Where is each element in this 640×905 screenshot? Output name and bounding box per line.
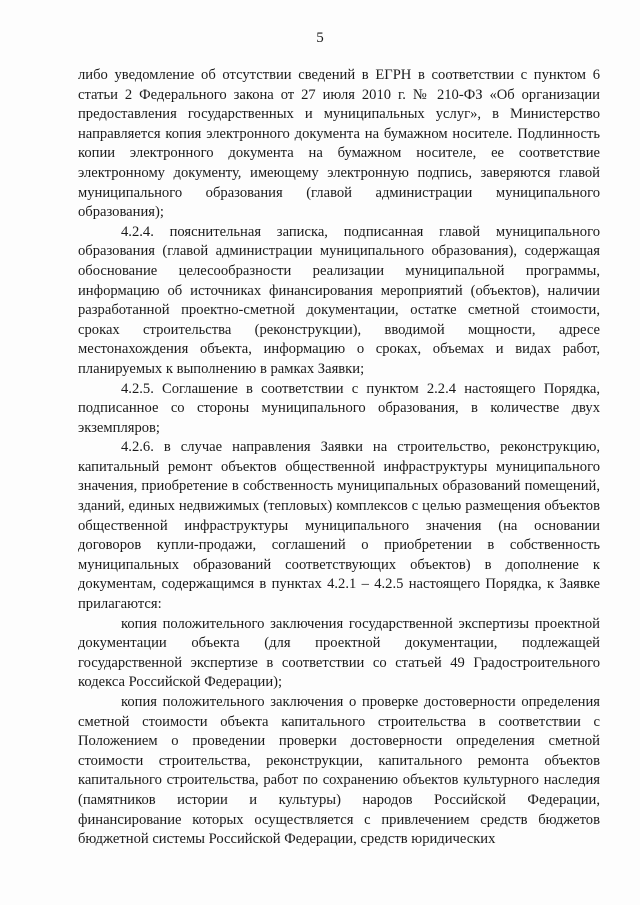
paragraph-4-2-4: 4.2.4. пояснительная записка, подписанная главой муниципального образования (главой администрации муниципального образования), содержащая обоснование целесообразности реализации муниципальной программы, информацию об источниках финансирования мероприятий (объектов), наличии разработанной проектно-сметной документации, остатке сметной стоимости, сроках строительства (реконструкции), вводимой мощности, адресе местонахождения объекта, информацию о сроках, объемах и видах работ, планируемых к выполнению в рамках Заявки; <box>78 223 600 377</box>
paragraph-continuation: либо уведомление об отсутствии сведений в ЕГРН в соответствии с пунктом 6 статьи 2 Федерального закона от 27 июля 2010 г. № 210-ФЗ «Об организации предоставления государственных и муниципальных услуг», в Министерство направляется копия электронного документа на бумажном носителе. Подлинность копии электронного документа на бумажном носителе, ее соответствие электронному документу, имеющему электронную подпись, заверяются главой муниципального образования (главой администрации муниципального образования); <box>78 67 600 221</box>
paragraph-4-2-5: 4.2.5. Соглашение в соответствии с пунктом 2.2.4 настоящего Порядка, подписанное со стороны муниципального образования, в количестве двух экземпляров; <box>78 380 600 436</box>
paragraph-4-2-6: 4.2.6. в случае направления Заявки на строительство, реконструкцию, капитальный ремонт объектов общественной инфраструктуры муниципального значения, приобретение в собственность муниципальных образований помещений, зданий, единых недвижимых (тепловых) комплексов с целью размещения объектов общественной инфраструктуры муниципального значения (на основании договоров купли-продажи, соглашений о приобретении в собственность муниципальных образований соответствующих объектов) в дополнение к документам, содержащимся в пунктах 4.2.1 – 4.2.5 настоящего Порядка, к Заявке прилагаются: <box>78 439 600 613</box>
page-number: 5 <box>316 30 324 46</box>
paragraph-expertise-copy: копия положительного заключения государственной экспертизы проектной документации объекта (для проектной документации, подлежащей государственной экспертизе в соответствии со статьей 49 Градостроительного кодекса Российской Федерации); <box>78 615 600 691</box>
paragraph-estimate-copy: копия положительного заключения о проверке достоверности определения сметной стоимости объекта капитального строительства в соответствии с Положением о проведении проверки достоверности определения сметной стоимости строительства, реконструкции, капитального ремонта объектов капитального строительства, работ по сохранению объектов культурного наследия (памятников истории и культуры) народов Российской Федерации, финансирование которых осуществляется с привлечением средств бюджетов бюджетной системы Российской Федерации, средств юридических <box>78 694 600 848</box>
document-body <box>78 66 600 850</box>
